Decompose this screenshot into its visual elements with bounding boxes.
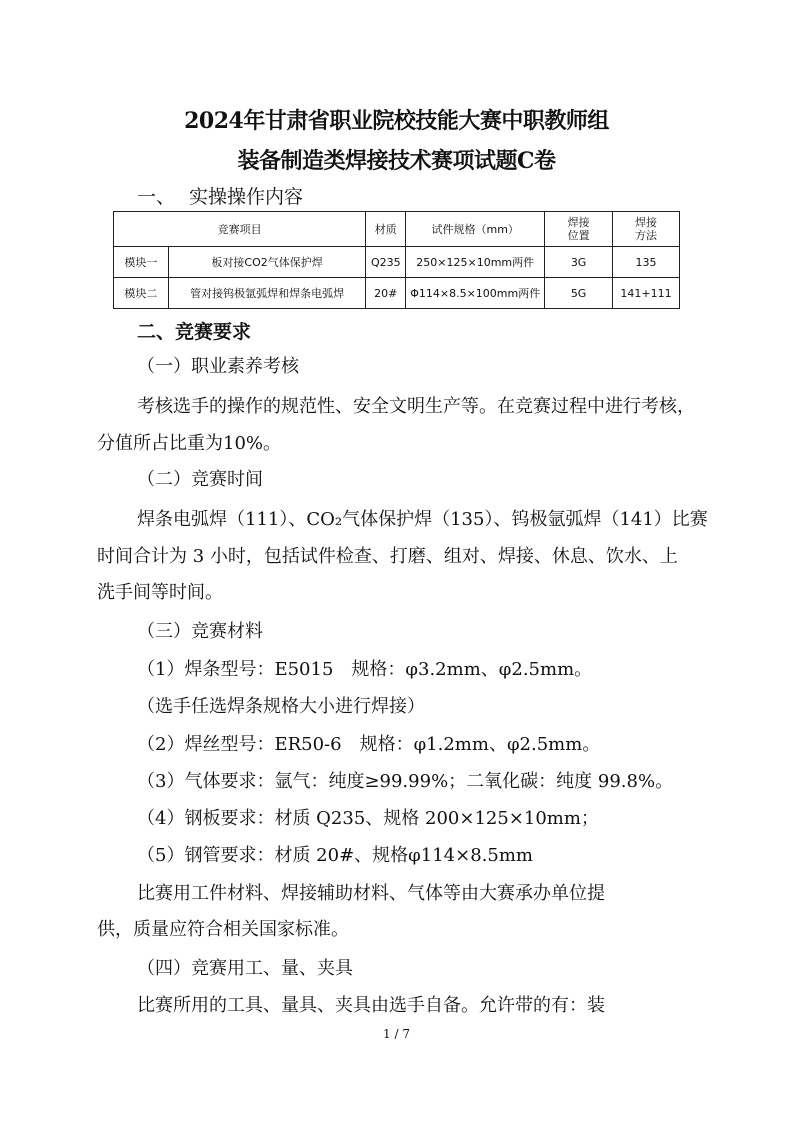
competition-spec-table	[113, 211, 680, 309]
paragraph-line: 比赛所用的工具、量具、夹具由选手自备。允许带的有：装	[137, 995, 605, 1016]
page-number: 1 / 7	[383, 1027, 410, 1041]
table-header-cell: 材质	[366, 212, 406, 247]
subsection-heading: （一）职业素养考核	[137, 356, 299, 377]
table-header-cell: 竞赛项目	[114, 212, 366, 247]
material-item: （4）钢板要求：材质 Q235、规格 200×125×10mm；	[137, 808, 599, 829]
paragraph-line: 洗手间等时间。	[97, 582, 223, 603]
table-cell: 模块二	[114, 278, 169, 309]
table-cell: 250×125×10mm两件	[406, 247, 545, 278]
table-cell: 3G	[545, 247, 613, 278]
table-row	[114, 247, 680, 278]
subsection-heading: （四）竞赛用工、量、夹具	[137, 958, 353, 979]
paragraph-line: 焊条电弧焊（111）、CO₂气体保护焊（135）、钨极氩弧焊（141）比赛	[137, 509, 708, 530]
table-row	[114, 278, 680, 309]
paragraph-line: 分值所占比重为10%。	[97, 433, 282, 454]
material-item: （3）气体要求：氩气：纯度≥99.99%；二氧化碳：纯度 99.8%。	[137, 771, 674, 792]
material-item: （5）钢管要求：材质 20#、规格φ114×8.5mm	[137, 845, 533, 866]
table-cell: Φ114×8.5×100mm两件	[406, 278, 545, 309]
paragraph-line: 考核选手的操作的规范性、安全文明生产等。在竞赛过程中进行考核，	[137, 396, 695, 417]
section-heading-2: 二、竞赛要求	[137, 321, 252, 343]
document-title-line2: 装备制造类焊接技术赛项试题C卷	[237, 148, 556, 174]
material-note: （选手任选焊条规格大小进行焊接）	[137, 696, 425, 717]
subsection-heading: （三）竞赛材料	[137, 621, 263, 642]
table-header-cell: 试件规格（mm）	[406, 212, 545, 247]
table-cell: 20#	[366, 278, 406, 309]
section-title: 实操操作内容	[189, 186, 304, 208]
header-wrap: 焊接方法	[635, 216, 657, 242]
table-cell: Q235	[366, 247, 406, 278]
material-item: （2）焊丝型号：ER50-6 规格：φ1.2mm、φ2.5mm。	[137, 734, 601, 755]
paragraph-line: 时间合计为 3 小时，包括试件检查、打磨、组对、焊接、休息、饮水、上	[97, 546, 678, 567]
section-number: 一、	[137, 186, 176, 208]
header-wrap: 焊接位置	[567, 216, 590, 242]
table-cell: 5G	[545, 278, 613, 309]
table-header-cell	[545, 212, 613, 247]
table-header-cell	[613, 212, 680, 247]
table-cell: 135	[613, 247, 680, 278]
table-cell: 管对接钨极氩弧焊和焊条电弧焊	[168, 278, 365, 309]
paragraph-line: 比赛用工件材料、焊接辅助材料、气体等由大赛承办单位提	[137, 883, 605, 904]
section-heading-1	[137, 182, 303, 209]
subsection-heading: （二）竞赛时间	[137, 469, 263, 490]
table-cell: 板对接CO2气体保护焊	[168, 247, 365, 278]
table-cell: 141+111	[613, 278, 680, 309]
paragraph-line: 供，质量应符合相关国家标准。	[97, 919, 349, 940]
material-item: （1）焊条型号：E5015 规格：φ3.2mm、φ2.5mm。	[137, 659, 593, 680]
document-title-line1: 2024年甘肃省职业院校技能大赛中职教师组	[184, 108, 609, 134]
table-cell: 模块一	[114, 247, 169, 278]
table-header-row	[114, 212, 680, 247]
